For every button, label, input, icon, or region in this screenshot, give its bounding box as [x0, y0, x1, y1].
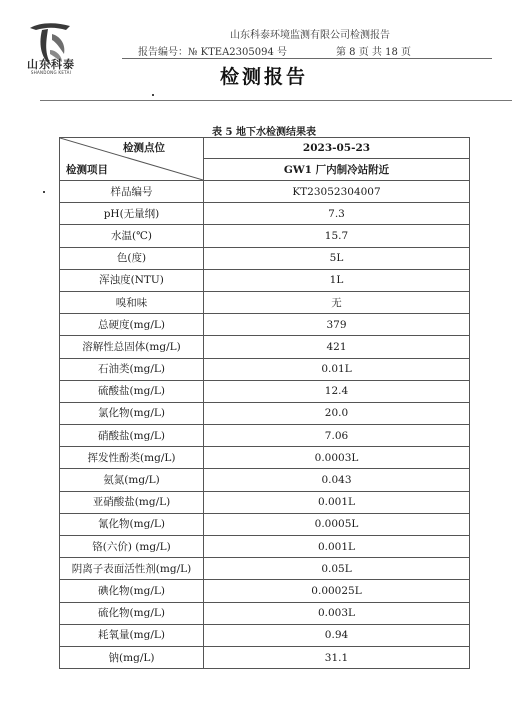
test-item-cell: 总硬度(mg/L)	[60, 314, 204, 336]
table-row	[60, 203, 470, 225]
table-row	[60, 269, 470, 291]
result-value-cell: 1L	[204, 269, 470, 291]
table-row	[60, 469, 470, 491]
result-value-cell: 0.003L	[204, 602, 470, 624]
test-item-cell: 石油类(mg/L)	[60, 358, 204, 380]
test-item-cell: 氰化物(mg/L)	[60, 513, 204, 535]
test-item-cell: 挥发性酚类(mg/L)	[60, 447, 204, 469]
test-item-cell: 耗氧量(mg/L)	[60, 624, 204, 646]
test-item-cell: 钠(mg/L)	[60, 646, 204, 668]
result-value-cell: 0.94	[204, 624, 470, 646]
table-row	[60, 602, 470, 624]
result-value-cell: 421	[204, 336, 470, 358]
table-caption: 表 5 地下水检测结果表	[212, 127, 316, 138]
test-item-cell: 硫酸盐(mg/L)	[60, 380, 204, 402]
table-row	[60, 358, 470, 380]
test-item-cell: 氨氮(mg/L)	[60, 469, 204, 491]
table-row	[60, 646, 470, 668]
result-value-cell: 0.0005L	[204, 513, 470, 535]
result-value-cell: 5L	[204, 247, 470, 269]
test-item-cell: 铬(六价) (mg/L)	[60, 536, 204, 558]
table-row	[60, 225, 470, 247]
table-row	[60, 624, 470, 646]
table-row	[60, 181, 470, 203]
test-item-cell: 色(度)	[60, 247, 204, 269]
result-value-cell: 379	[204, 314, 470, 336]
company-report-title: 山东科泰环境监测有限公司检测报告	[230, 30, 390, 41]
result-value-cell: 0.00025L	[204, 580, 470, 602]
result-value-cell: 无	[204, 291, 470, 313]
logo-subtext: SHANDONG KETAI	[30, 70, 72, 75]
table-row	[60, 314, 470, 336]
result-value-cell: 20.0	[204, 402, 470, 424]
page-number: 第 8 页 共 18 页	[336, 47, 411, 58]
test-item-cell: 嗅和味	[60, 291, 204, 313]
test-item-cell: 碘化物(mg/L)	[60, 580, 204, 602]
document-title: 检测报告	[219, 66, 308, 88]
table-row	[60, 580, 470, 602]
table-row	[60, 513, 470, 535]
table-row	[60, 247, 470, 269]
scan-speck	[152, 94, 154, 96]
table-row	[60, 380, 470, 402]
table-row	[60, 425, 470, 447]
scan-speck	[43, 191, 45, 193]
table-row	[60, 558, 470, 580]
result-value-cell: 0.043	[204, 469, 470, 491]
test-item-cell: 硝酸盐(mg/L)	[60, 425, 204, 447]
report-number: 报告编号：№ KTEA2305094 号	[138, 47, 288, 58]
sampling-site-cell: GW1 厂内制冷站附近	[204, 159, 470, 181]
result-value-cell: 7.06	[204, 425, 470, 447]
table-row	[60, 491, 470, 513]
title-divider	[40, 100, 512, 101]
table-header-row	[60, 138, 470, 159]
test-item-cell: 氯化物(mg/L)	[60, 402, 204, 424]
result-value-cell: 0.05L	[204, 558, 470, 580]
table-row	[60, 402, 470, 424]
test-item-cell: 阴离子表面活性剂(mg/L)	[60, 558, 204, 580]
result-value-cell: KT23052304007	[204, 181, 470, 203]
results-table	[59, 137, 470, 669]
logo-text: 山东科泰	[27, 58, 75, 71]
result-value-cell: 0.001L	[204, 491, 470, 513]
result-value-cell: 31.1	[204, 646, 470, 668]
result-value-cell: 15.7	[204, 225, 470, 247]
corner-header-cell	[60, 138, 204, 181]
result-value-cell: 0.001L	[204, 536, 470, 558]
test-item-cell: pH(无量纲)	[60, 203, 204, 225]
test-item-cell: 硫化物(mg/L)	[60, 602, 204, 624]
test-item-cell: 样品编号	[60, 181, 204, 203]
header-divider	[122, 58, 492, 59]
result-value-cell: 0.01L	[204, 358, 470, 380]
sampling-date-cell: 2023-05-23	[204, 138, 470, 159]
test-item-cell: 溶解性总固体(mg/L)	[60, 336, 204, 358]
corner-label-location: 检测点位	[123, 142, 165, 154]
corner-label-item: 检测项目	[66, 164, 108, 176]
table-row	[60, 536, 470, 558]
result-value-cell: 12.4	[204, 380, 470, 402]
result-value-cell: 0.0003L	[204, 447, 470, 469]
test-item-cell: 亚硝酸盐(mg/L)	[60, 491, 204, 513]
result-value-cell: 7.3	[204, 203, 470, 225]
table-row	[60, 336, 470, 358]
table-row	[60, 291, 470, 313]
test-item-cell: 水温(℃)	[60, 225, 204, 247]
test-item-cell: 浑浊度(NTU)	[60, 269, 204, 291]
table-row	[60, 447, 470, 469]
